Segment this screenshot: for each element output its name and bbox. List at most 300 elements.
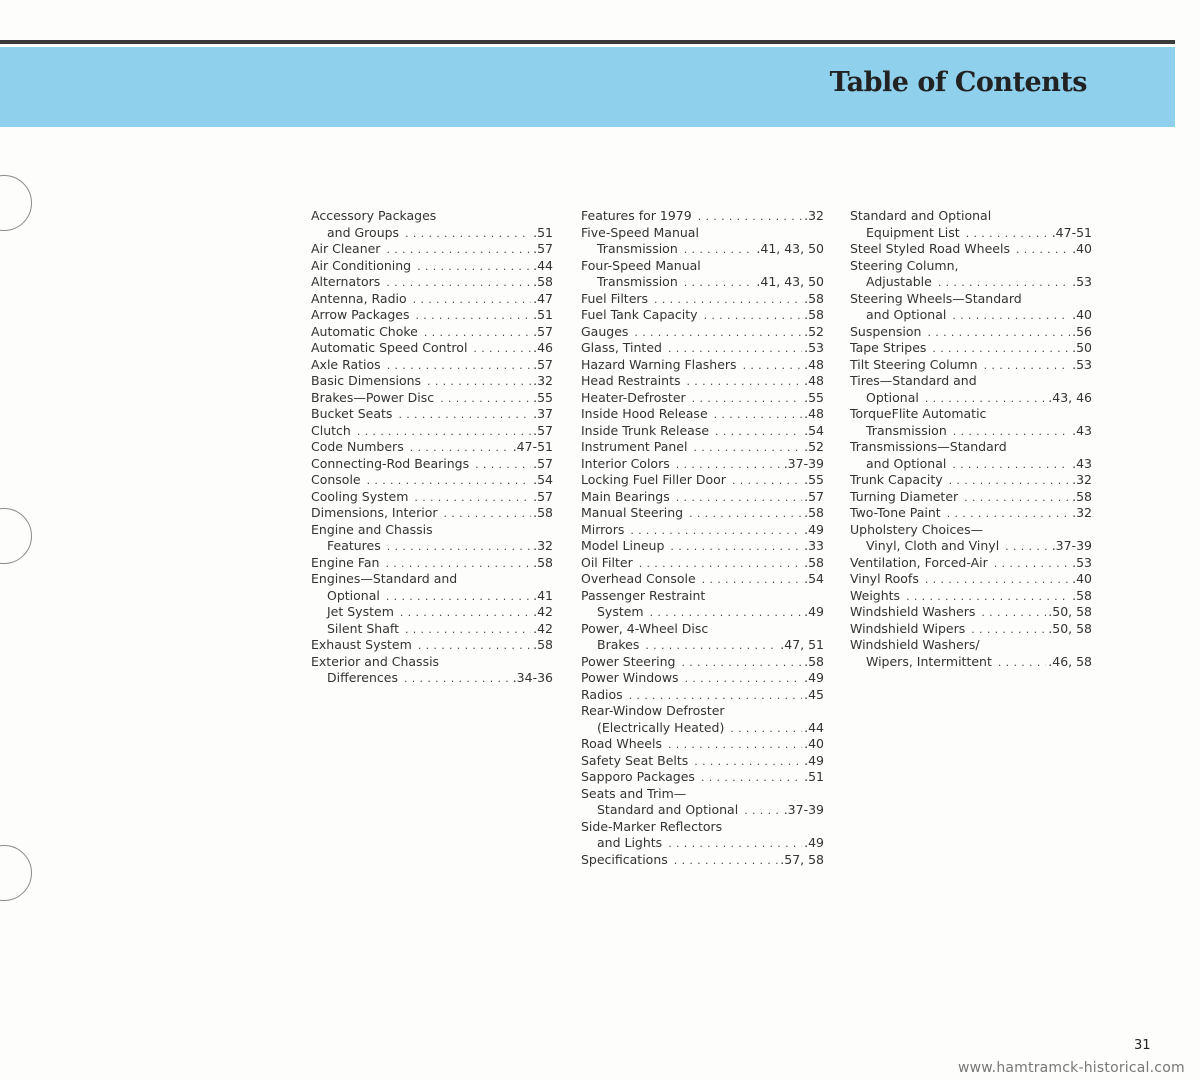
toc-entry	[850, 522, 1092, 539]
toc-entry-page: .58	[533, 274, 553, 289]
toc-entry	[850, 390, 1092, 407]
dot-leader	[444, 505, 532, 523]
toc-entry	[311, 472, 553, 489]
toc-entry	[581, 258, 824, 275]
toc-entry	[581, 604, 824, 621]
toc-entry-text: and Optional	[866, 307, 947, 322]
toc-entry	[311, 390, 553, 407]
toc-entry-text: Automatic Speed Control	[311, 340, 468, 355]
toc-entry-page: .37	[533, 406, 553, 421]
toc-entry-text: Turning Diameter	[850, 488, 959, 504]
toc-entry	[581, 423, 824, 440]
dot-leader	[386, 274, 531, 292]
toc-entry	[850, 373, 1092, 390]
toc-entry-text: Rear-Window Defroster	[581, 703, 725, 718]
toc-entry	[850, 225, 1092, 242]
toc-entry-text: Adjustable	[866, 274, 932, 289]
dot-leader	[676, 489, 802, 507]
toc-entry-page: .58	[1072, 587, 1092, 603]
dot-leader	[687, 373, 803, 391]
toc-entry	[581, 456, 824, 473]
toc-entry	[311, 406, 553, 423]
toc-entry-text: Specifications	[581, 851, 668, 867]
toc-entry-page: .33	[804, 538, 824, 553]
toc-entry	[311, 571, 553, 588]
toc-entry-page: .58	[804, 290, 824, 306]
dot-leader	[405, 225, 531, 243]
toc-entry-page: .41, 43, 50	[756, 274, 824, 289]
toc-entry	[311, 439, 553, 456]
toc-entry	[581, 307, 824, 324]
toc-entry-page: .34-36	[512, 670, 553, 685]
toc-entry-text: Alternators	[311, 274, 381, 289]
toc-entry	[850, 456, 1092, 473]
toc-entry-text: Vinyl Roofs	[850, 571, 919, 586]
toc-entry	[850, 324, 1092, 341]
dot-leader	[981, 604, 1046, 622]
toc-entry	[581, 769, 824, 786]
dot-leader	[693, 439, 802, 457]
toc-entry-page: .56	[1072, 323, 1092, 339]
dot-leader	[413, 291, 531, 309]
binder-hole	[0, 175, 32, 231]
toc-entry	[581, 802, 824, 819]
toc-entry-page: .51	[533, 224, 553, 240]
toc-entry	[850, 505, 1092, 522]
toc-entry	[311, 604, 553, 621]
toc-entry-page: .37-39	[783, 455, 824, 471]
toc-entry	[850, 291, 1092, 308]
dot-leader	[418, 637, 531, 655]
toc-entry-page: .49	[804, 835, 824, 850]
toc-entry	[311, 274, 553, 291]
dot-leader	[674, 852, 778, 870]
toc-entry-text: Four-Speed Manual	[581, 257, 701, 273]
toc-entry	[581, 786, 824, 803]
dot-leader	[952, 307, 1070, 325]
page-number: 31	[1134, 1038, 1151, 1053]
dot-leader	[634, 324, 802, 342]
toc-entry-text: Exhaust System	[311, 637, 412, 652]
dot-leader	[689, 505, 802, 523]
toc-entry-text: Air Conditioning	[311, 257, 412, 273]
toc-entry	[581, 588, 824, 605]
dot-leader	[681, 654, 802, 672]
toc-entry-text: Fuel Tank Capacity	[581, 307, 698, 322]
toc-entry-text: Steering Wheels—Standard	[850, 290, 1022, 306]
toc-entry	[581, 274, 824, 291]
dot-leader	[702, 571, 802, 589]
toc-entry-text: Silent Shaft	[327, 620, 399, 636]
toc-entry	[850, 654, 1092, 671]
toc-entry-text: Optional	[327, 587, 380, 603]
dot-leader	[654, 291, 802, 309]
dot-leader	[440, 390, 531, 408]
toc-entry-text: Tires—Standard and	[850, 373, 977, 388]
toc-entry-text: Jet System	[327, 604, 394, 619]
toc-entry	[581, 670, 824, 687]
toc-entry	[850, 555, 1092, 572]
toc-entry	[850, 357, 1092, 374]
toc-entry-text: Instrument Panel	[581, 439, 688, 454]
toc-entry-page: .57	[533, 488, 553, 504]
toc-entry-text: Manual Steering	[581, 505, 684, 520]
toc-entry-text: Transmissions—Standard	[850, 439, 1007, 454]
toc-entry	[850, 307, 1092, 324]
binder-hole	[0, 508, 32, 564]
toc-entry-page: .47	[533, 290, 553, 306]
toc-entry-text: (Electrically Heated)	[597, 719, 725, 735]
toc-entry-text: Tape Stripes	[850, 340, 927, 355]
toc-entry-text: Axle Ratios	[311, 356, 381, 372]
dot-leader	[629, 687, 802, 705]
toc-entry-text: Antenna, Radio	[311, 290, 407, 306]
toc-entry-page: .55	[533, 389, 553, 405]
toc-entry-text: Windshield Washers/	[850, 637, 980, 652]
toc-entry-page: .43, 46	[1048, 389, 1092, 405]
dot-leader	[744, 802, 782, 820]
toc-entry-text: Road Wheels	[581, 736, 662, 751]
dot-leader	[386, 241, 531, 259]
toc-entry	[850, 274, 1092, 291]
toc-entry	[850, 406, 1092, 423]
toc-entry-page: .45	[804, 686, 824, 702]
dot-leader	[668, 340, 802, 358]
toc-entry-page: .46, 58	[1048, 653, 1092, 669]
toc-entry-page: .55	[804, 472, 824, 487]
toc-entry	[311, 208, 553, 225]
toc-entry	[850, 340, 1092, 357]
dot-leader	[387, 538, 531, 556]
toc-entry-text: Standard and Optional	[850, 208, 992, 223]
toc-entry	[311, 324, 553, 341]
dot-leader	[684, 274, 755, 292]
dot-leader	[704, 307, 803, 325]
toc-entry	[311, 588, 553, 605]
dot-leader	[386, 588, 531, 606]
toc-entry	[311, 258, 553, 275]
toc-entry-text: Interior Colors	[581, 455, 670, 471]
toc-entry-page: .41, 43, 50	[756, 241, 824, 256]
toc-entry	[311, 423, 553, 440]
toc-entry-page: .47-51	[512, 439, 553, 454]
toc-entry-text: Five-Speed Manual	[581, 224, 699, 240]
dot-leader	[925, 571, 1070, 589]
dot-leader	[639, 555, 802, 573]
toc-entry-page: .44	[804, 719, 824, 735]
toc-entry	[311, 555, 553, 572]
dot-leader	[715, 423, 802, 441]
dot-leader	[427, 373, 531, 391]
toc-entry	[581, 291, 824, 308]
toc-entry-page: .40	[1072, 307, 1092, 322]
toc-entry-text: Features	[327, 538, 381, 553]
toc-entry-page: .57, 58	[780, 851, 824, 867]
dot-leader	[685, 670, 803, 688]
toc-entry-text: and Groups	[327, 224, 400, 240]
dot-leader	[692, 390, 802, 408]
toc-entry-text: Brakes	[597, 637, 640, 652]
toc-entry-page: .32	[1072, 472, 1092, 487]
toc-entry-page: .58	[1072, 488, 1092, 504]
dot-leader	[417, 258, 531, 276]
toc-entry-page: .51	[533, 307, 553, 322]
toc-entry-text: Engines—Standard and	[311, 571, 458, 586]
toc-entry-text: Main Bearings	[581, 488, 670, 504]
toc-entry-page: .47, 51	[780, 637, 824, 652]
toc-entry-page: .48	[804, 406, 824, 421]
toc-entry-page: .51	[804, 769, 824, 784]
dot-leader	[416, 307, 532, 325]
toc-entry	[581, 225, 824, 242]
toc-entry-text: Inside Trunk Release	[581, 422, 710, 438]
toc-entry-text: Connecting-Rod Bearings	[311, 455, 470, 471]
toc-entry	[311, 522, 553, 539]
dot-leader	[698, 208, 802, 226]
toc-entry	[581, 439, 824, 456]
toc-entry	[581, 324, 824, 341]
toc-entry	[311, 225, 553, 242]
toc-entry-text: Weights	[850, 587, 901, 603]
toc-entry-text: Differences	[327, 670, 398, 685]
toc-entry	[311, 670, 553, 687]
toc-entry	[311, 637, 553, 654]
toc-entry-text: Optional	[866, 389, 919, 405]
dot-leader	[668, 835, 802, 853]
toc-entry	[311, 538, 553, 555]
toc-entry-page: .43	[1072, 422, 1092, 438]
toc-entry	[311, 654, 553, 671]
dot-leader	[971, 621, 1046, 639]
toc-entry-text: and Lights	[597, 835, 663, 850]
toc-entry	[581, 522, 824, 539]
toc-entry-page: .57	[533, 323, 553, 339]
toc-entry-text: Engine Fan	[311, 554, 380, 570]
dot-leader	[676, 456, 782, 474]
toc-entry-text: Cooling System	[311, 488, 409, 504]
toc-entry-page: .44	[533, 257, 553, 273]
toc-entry-page: .57	[533, 422, 553, 438]
toc-entry	[581, 621, 824, 638]
toc-entry	[581, 241, 824, 258]
toc-entry	[581, 340, 824, 357]
toc-entry-text: Accessory Packages	[311, 208, 437, 223]
toc-entry-page: .50	[1072, 340, 1092, 355]
toc-entry-page: .58	[804, 505, 824, 520]
toc-entry-text: Features for 1979	[581, 208, 692, 223]
toc-entry	[311, 340, 553, 357]
toc-entry-text: Model Lineup	[581, 538, 665, 553]
toc-entry-page: .57	[533, 241, 553, 256]
dot-leader	[367, 472, 531, 490]
toc-entry-page: .32	[533, 538, 553, 553]
dot-leader	[949, 472, 1070, 490]
toc-entry	[581, 852, 824, 869]
toc-entry-text: Two-Tone Paint	[850, 505, 941, 520]
toc-entry-page: .32	[533, 373, 553, 388]
toc-entry	[850, 423, 1092, 440]
toc-entry-text: Side-Marker Reflectors	[581, 818, 723, 834]
toc-entry-text: Power, 4-Wheel Disc	[581, 620, 709, 636]
header-rule	[0, 40, 1175, 44]
dot-leader	[964, 489, 1070, 507]
page-title: Table of Contents	[829, 67, 1087, 98]
toc-entry-page: .48	[804, 356, 824, 372]
toc-entry-text: Steering Column,	[850, 257, 959, 273]
dot-leader	[357, 423, 531, 441]
toc-entry	[581, 637, 824, 654]
toc-entry-text: Basic Dimensions	[311, 373, 422, 388]
toc-column-3	[850, 208, 1092, 670]
toc-entry	[311, 505, 553, 522]
toc-entry	[581, 208, 824, 225]
toc-entry	[850, 472, 1092, 489]
dot-leader	[952, 456, 1070, 474]
toc-entry-text: Arrow Packages	[311, 307, 410, 322]
toc-entry-text: Windshield Washers	[850, 604, 976, 619]
toc-entry-page: .37-39	[783, 802, 824, 817]
toc-entry	[581, 835, 824, 852]
toc-entry-text: Locking Fuel Filler Door	[581, 472, 726, 487]
dot-leader	[684, 241, 755, 259]
toc-entry-page: .41	[533, 587, 553, 603]
toc-entry-page: .52	[804, 323, 824, 339]
toc-entry	[581, 753, 824, 770]
toc-entry	[850, 538, 1092, 555]
toc-entry-text: Transmission	[597, 274, 678, 289]
toc-entry-text: Glass, Tinted	[581, 340, 662, 355]
toc-entry-page: .49	[804, 604, 824, 619]
toc-entry	[850, 621, 1092, 638]
toc-entry-text: Heater-Defroster	[581, 389, 686, 405]
toc-entry-text: Ventilation, Forced-Air	[850, 554, 988, 570]
dot-leader	[410, 439, 511, 457]
toc-entry-page: .52	[804, 439, 824, 454]
toc-entry-text: Power Windows	[581, 670, 679, 685]
toc-entry	[850, 258, 1092, 275]
toc-entry-text: Equipment List	[866, 224, 960, 240]
dot-leader	[670, 538, 802, 556]
toc-entry-page: .40	[804, 736, 824, 751]
toc-entry	[581, 687, 824, 704]
dot-leader	[984, 357, 1071, 375]
toc-entry-page: .54	[804, 571, 824, 586]
dot-leader	[385, 555, 531, 573]
toc-entry-text: Upholstery Choices—	[850, 521, 984, 537]
toc-entry-text: Passenger Restraint	[581, 587, 706, 603]
toc-entry-text: System	[597, 604, 644, 619]
toc-entry-page: .40	[1072, 241, 1092, 256]
toc-entry	[581, 472, 824, 489]
toc-entry-page: .40	[1072, 571, 1092, 586]
dot-leader	[694, 753, 802, 771]
toc-entry-text: Safety Seat Belts	[581, 752, 689, 768]
toc-entry	[311, 621, 553, 638]
dot-leader	[400, 604, 531, 622]
dot-leader	[398, 406, 531, 424]
toc-entry-page: .42	[533, 620, 553, 636]
dot-leader	[925, 390, 1046, 408]
toc-entry-text: Standard and Optional	[597, 802, 739, 817]
toc-entry-page: .43	[1072, 455, 1092, 471]
toc-entry	[850, 241, 1092, 258]
toc-entry	[581, 736, 824, 753]
toc-entry-text: Suspension	[850, 323, 922, 339]
toc-entry	[311, 291, 553, 308]
toc-entry-text: Air Cleaner	[311, 241, 381, 256]
toc-entry-text: Code Numbers	[311, 439, 404, 454]
toc-entry-text: Clutch	[311, 422, 351, 438]
toc-entry	[581, 571, 824, 588]
toc-entry-page: .58	[804, 307, 824, 322]
toc-entry-text: Brakes—Power Disc	[311, 389, 435, 405]
toc-entry-text: Power Steering	[581, 653, 676, 669]
toc-entry-page: .47-51	[1051, 224, 1092, 240]
dot-leader	[714, 406, 802, 424]
toc-entry-page: .58	[804, 554, 824, 570]
toc-column-1	[311, 208, 553, 687]
dot-leader	[475, 456, 531, 474]
toc-entry-page: .46	[533, 340, 553, 355]
toc-entry-text: Seats and Trim—	[581, 785, 687, 801]
toc-entry-page: .37-39	[1051, 538, 1092, 553]
toc-entry-text: TorqueFlite Automatic	[850, 406, 987, 421]
toc-entry-text: Dimensions, Interior	[311, 505, 438, 520]
toc-entry-text: Trunk Capacity	[850, 472, 943, 487]
toc-entry-page: .50, 58	[1048, 620, 1092, 636]
toc-entry-text: Console	[311, 472, 361, 487]
dot-leader	[473, 340, 531, 358]
toc-entry	[311, 373, 553, 390]
toc-entry	[850, 604, 1092, 621]
toc-entry	[850, 571, 1092, 588]
toc-entry-text: Mirrors	[581, 521, 625, 537]
dot-leader	[927, 324, 1070, 342]
toc-entry-text: Overhead Console	[581, 571, 696, 586]
dot-leader	[701, 769, 802, 787]
dot-leader	[906, 588, 1070, 606]
toc-entry	[581, 654, 824, 671]
dot-leader	[1016, 241, 1070, 259]
toc-entry-text: Radios	[581, 686, 623, 702]
dot-leader	[932, 340, 1070, 358]
toc-column-2	[581, 208, 824, 868]
toc-entry-page: .55	[804, 389, 824, 405]
toc-entry	[311, 357, 553, 374]
toc-entry-text: Fuel Filters	[581, 290, 649, 306]
dot-leader	[650, 604, 802, 622]
toc-entry-page: .54	[533, 472, 553, 487]
toc-entry-page: .53	[804, 340, 824, 355]
toc-entry-text: Automatic Choke	[311, 323, 418, 339]
toc-entry	[581, 357, 824, 374]
toc-entry-page: .49	[804, 670, 824, 685]
dot-leader	[966, 225, 1050, 243]
toc-entry-text: Exterior and Chassis	[311, 653, 440, 669]
toc-entry	[311, 456, 553, 473]
dot-leader	[387, 357, 531, 375]
toc-entry-text: Bucket Seats	[311, 406, 393, 421]
toc-entry-text: Transmission	[597, 241, 678, 256]
toc-entry-page: .48	[804, 373, 824, 388]
dot-leader	[668, 736, 802, 754]
toc-entry-page: .50, 58	[1048, 604, 1092, 619]
toc-entry-text: Sapporo Packages	[581, 769, 695, 784]
title-banner	[0, 47, 1175, 127]
toc-entry-text: Transmission	[866, 422, 947, 438]
toc-entry-page: .32	[1072, 505, 1092, 520]
toc-entry-text: Wipers, Intermittent	[866, 653, 992, 669]
